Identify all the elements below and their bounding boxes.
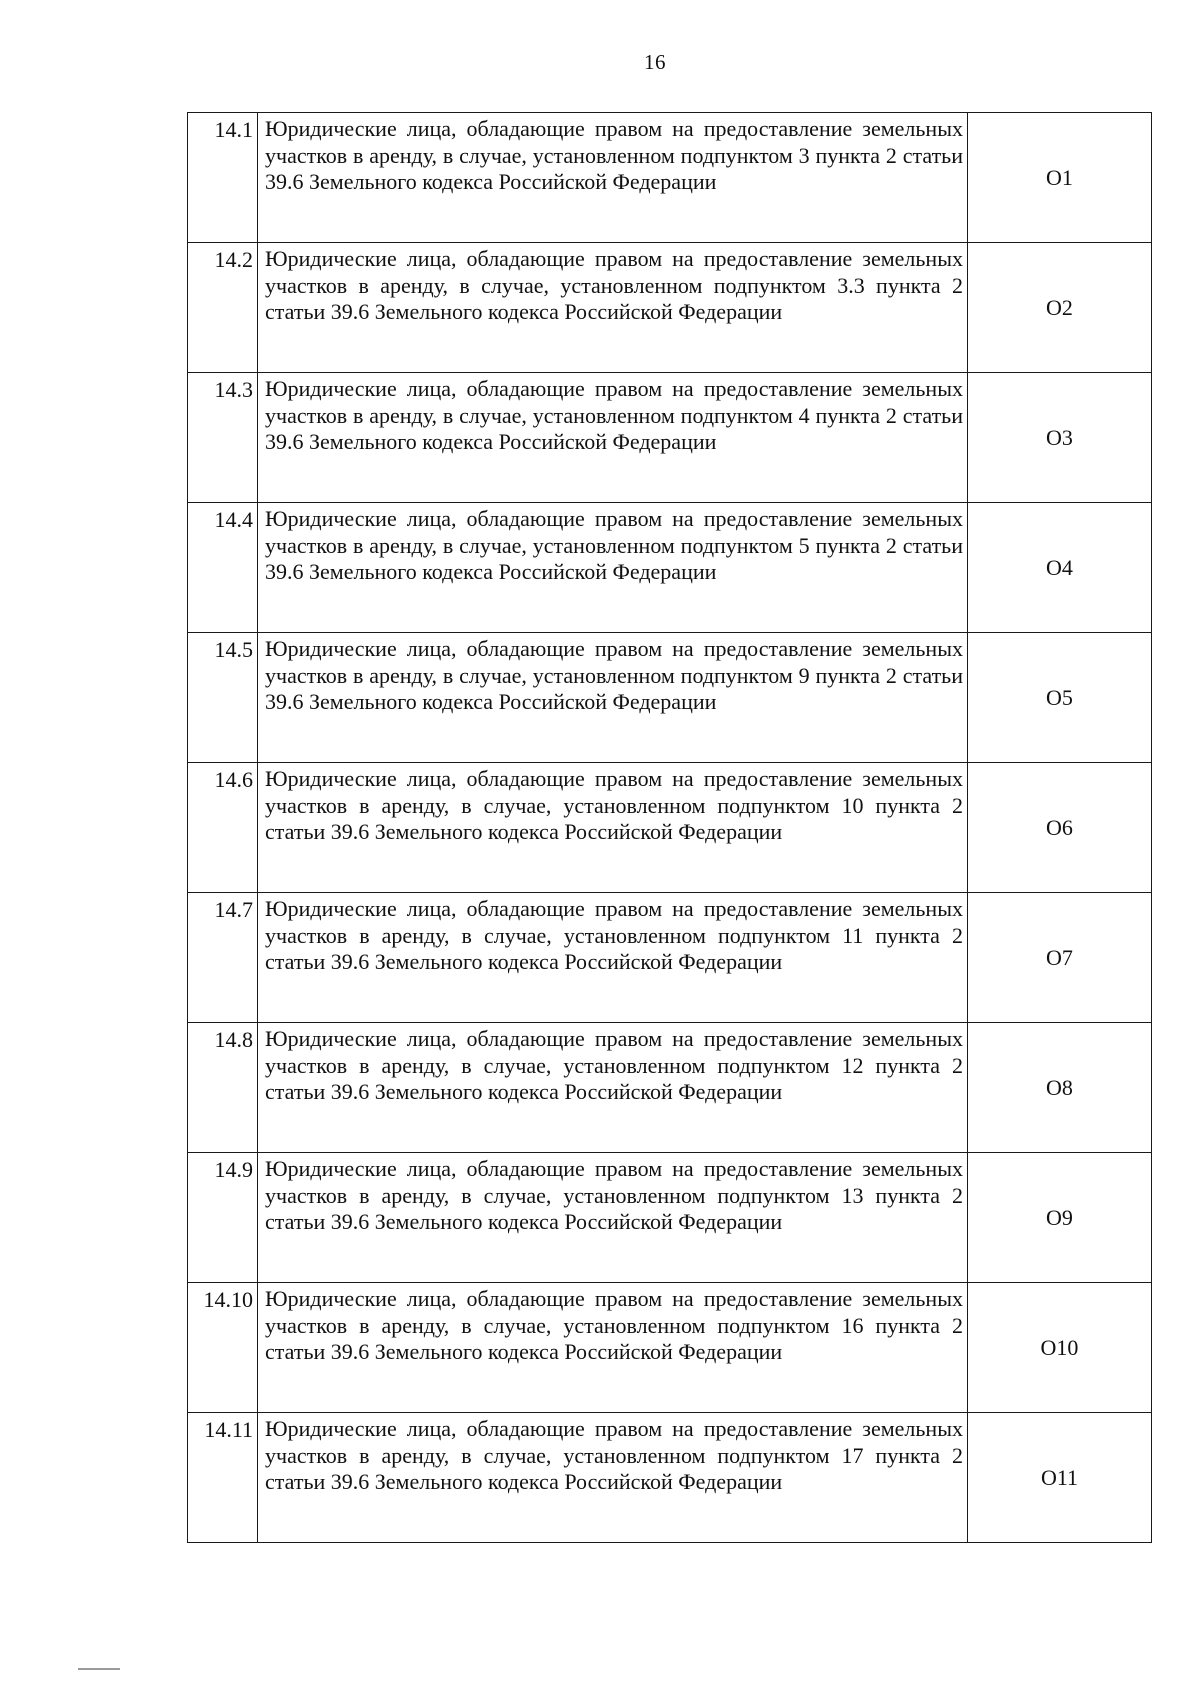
row-description: Юридические лица, обладающие правом на предоставление земельных участков в аренду, в случае, установленном подпунктом 16 пункта 2 статьи 39.6 Земельного кодекса Российской Федерации (258, 1283, 968, 1413)
row-description: Юридические лица, обладающие правом на предоставление земельных участков в аренду, в случае, установленном подпунктом 3 пункта 2 статьи 39.6 Земельного кодекса Российской Федерации (258, 113, 968, 243)
row-number: 14.4 (188, 503, 258, 633)
row-description: Юридические лица, обладающие правом на предоставление земельных участков в аренду, в случае, установленном подпунктом 12 пункта 2 статьи 39.6 Земельного кодекса Российской Федерации (258, 1023, 968, 1153)
row-code: О8 (968, 1023, 1152, 1153)
row-description: Юридические лица, обладающие правом на предоставление земельных участков в аренду, в случае, установленном подпунктом 3.3 пункта 2 статьи 39.6 Земельного кодекса Российской Федерации (258, 243, 968, 373)
row-description: Юридические лица, обладающие правом на предоставление земельных участков в аренду, в случае, установленном подпунктом 17 пункта 2 статьи 39.6 Земельного кодекса Российской Федерации (258, 1413, 968, 1543)
row-number: 14.9 (188, 1153, 258, 1283)
row-code: О1 (968, 113, 1152, 243)
table-row (188, 1153, 1152, 1283)
row-number: 14.5 (188, 633, 258, 763)
row-number: 14.3 (188, 373, 258, 503)
row-number: 14.2 (188, 243, 258, 373)
row-code: О2 (968, 243, 1152, 373)
table-row (188, 1023, 1152, 1153)
table-row (188, 1283, 1152, 1413)
row-code: О7 (968, 893, 1152, 1023)
row-description: Юридические лица, обладающие правом на предоставление земельных участков в аренду, в случае, установленном подпунктом 4 пункта 2 статьи 39.6 Земельного кодекса Российской Федерации (258, 373, 968, 503)
table-row (188, 113, 1152, 243)
row-number: 14.6 (188, 763, 258, 893)
row-number: 14.10 (188, 1283, 258, 1413)
table-row (188, 633, 1152, 763)
table-row (188, 503, 1152, 633)
row-code: О6 (968, 763, 1152, 893)
table-row (188, 1413, 1152, 1543)
row-number: 14.8 (188, 1023, 258, 1153)
row-code: О5 (968, 633, 1152, 763)
row-code: О4 (968, 503, 1152, 633)
row-description: Юридические лица, обладающие правом на предоставление земельных участков в аренду, в случае, установленном подпунктом 9 пункта 2 статьи 39.6 Земельного кодекса Российской Федерации (258, 633, 968, 763)
table-row (188, 243, 1152, 373)
row-number: 14.11 (188, 1413, 258, 1543)
row-description: Юридические лица, обладающие правом на предоставление земельных участков в аренду, в случае, установленном подпунктом 5 пункта 2 статьи 39.6 Земельного кодекса Российской Федерации (258, 503, 968, 633)
row-code: О3 (968, 373, 1152, 503)
table-row (188, 893, 1152, 1023)
table-row (188, 763, 1152, 893)
scan-mark (78, 1668, 120, 1670)
row-number: 14.1 (188, 113, 258, 243)
row-description: Юридические лица, обладающие правом на предоставление земельных участков в аренду, в случае, установленном подпунктом 11 пункта 2 статьи 39.6 Земельного кодекса Российской Федерации (258, 893, 968, 1023)
table-row (188, 373, 1152, 503)
row-code: О11 (968, 1413, 1152, 1543)
row-number: 14.7 (188, 893, 258, 1023)
row-description: Юридические лица, обладающие правом на предоставление земельных участков в аренду, в случае, установленном подпунктом 13 пункта 2 статьи 39.6 Земельного кодекса Российской Федерации (258, 1153, 968, 1283)
row-code: О10 (968, 1283, 1152, 1413)
row-code: О9 (968, 1153, 1152, 1283)
page-number: 16 (644, 50, 666, 74)
row-description: Юридические лица, обладающие правом на предоставление земельных участков в аренду, в случае, установленном подпунктом 10 пункта 2 статьи 39.6 Земельного кодекса Российской Федерации (258, 763, 968, 893)
land-rights-table (187, 112, 1152, 1543)
